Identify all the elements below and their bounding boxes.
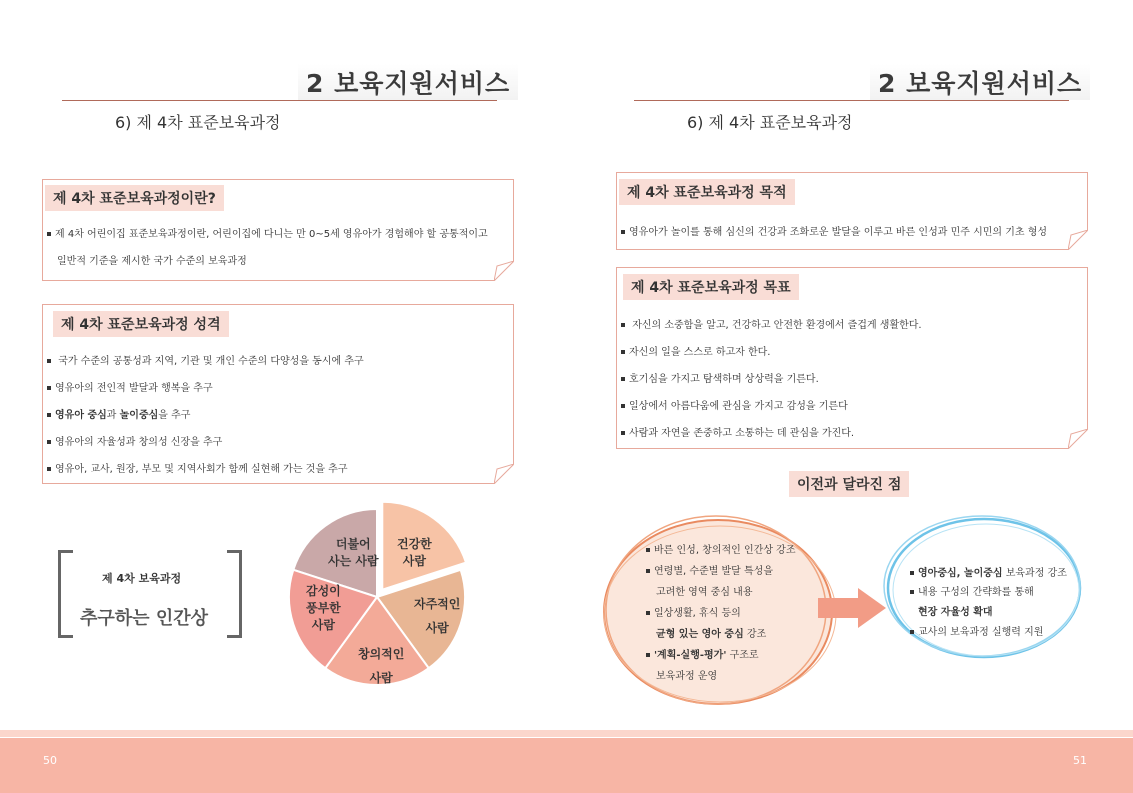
arrow-right-icon: [818, 588, 888, 628]
pie-label-creative: 창의적인 사람: [358, 647, 405, 685]
left-page-number: 50: [43, 754, 57, 767]
before-item-2: 연령별, 수준별 발달 특성을: [646, 561, 773, 582]
page-fold-corner: [494, 464, 514, 484]
right-subtitle: 6) 제 4차 표준보육과정: [687, 113, 853, 132]
after-item-1: 영아중심, 놀이중심 보육과정 강조: [910, 563, 1067, 584]
character-item-3: 영유아 중심과 놀이중심을 추구: [47, 406, 190, 421]
before-item-3: 일상생활, 휴식 등의: [646, 603, 741, 624]
goal-item-2: 자신의 일을 스스로 하고자 한다.: [621, 343, 770, 358]
definition-line-2: 일반적 기준을 제시한 국가 수준의 보육과정: [57, 256, 247, 267]
page-fold-corner: [1068, 429, 1088, 449]
ideal-label: 제 4차 보육과정: [102, 572, 182, 585]
after-item-2: 내용 구성의 간략화를 통해: [910, 582, 1034, 603]
before-item-4b: 보육과정 운영: [656, 671, 718, 682]
goal-item-4: 일상에서 아름다움에 관심을 가지고 감성을 기른다: [621, 397, 848, 412]
page-fold-corner: [1068, 230, 1088, 250]
pie-label-together: 더불어 사는 사람: [328, 537, 379, 568]
goal-item-1: 자신의 소중함을 알고, 건강하고 안전한 환경에서 즐겁게 생활한다.: [621, 316, 922, 331]
before-item-2b: 고려한 영역 중심 내용: [656, 587, 753, 598]
left-bracket: [58, 550, 73, 638]
character-item-1: 국가 수준의 공통성과 지역, 기관 및 개인 수준의 다양성을 동시에 추구: [47, 352, 364, 367]
left-header-rule: [62, 100, 497, 101]
goal-item-5: 사람과 자연을 존중하고 소통하는 데 관심을 가진다.: [621, 424, 854, 439]
left-subtitle: 6) 제 4차 표준보육과정: [115, 113, 281, 132]
diff-heading: 이전과 달라진 점: [789, 471, 909, 497]
goal-heading: 제 4차 표준보육과정 목표: [623, 274, 799, 300]
pie-label-independent: 자주적인 사람: [414, 597, 461, 635]
page-fold-corner: [494, 261, 514, 281]
after-item-2b: 현장 자율성 확대: [918, 607, 993, 618]
character-heading: 제 4차 표준보육과정 성격: [53, 311, 229, 337]
before-item-1: 바른 인성, 창의적인 인간상 강조: [646, 540, 795, 561]
character-item-4: 영유아의 자율성과 창의성 신장을 추구: [47, 433, 222, 448]
ideal-title: 추구하는 인간상: [80, 608, 208, 629]
footer-accent-line: [0, 730, 1133, 737]
purpose-line: 영유아가 놀이를 통해 심신의 건강과 조화로운 발달을 이루고 바른 인성과 민주 시민의 기초 형성: [621, 223, 1047, 238]
purpose-heading: 제 4차 표준보육과정 목적: [619, 179, 795, 205]
definition-heading: 제 4차 표준보육과정이란?: [45, 185, 224, 211]
goal-item-3: 호기심을 가지고 탐색하며 상상력을 기른다.: [621, 370, 819, 385]
before-item-4: '계획-실행-평가' 구조로: [646, 645, 759, 666]
right-bracket: [227, 550, 242, 638]
right-header-rule: [634, 100, 1069, 101]
before-item-3b: 균형 있는 영아 중심 강조: [656, 629, 767, 640]
character-item-2: 영유아의 전인적 발달과 행복을 추구: [47, 379, 213, 394]
left-chapter-title: 2 보육지원서비스: [298, 64, 518, 100]
right-chapter-title: 2 보육지원서비스: [870, 64, 1090, 100]
after-item-3: 교사의 보육과정 실행력 지원: [910, 622, 1043, 643]
character-item-5: 영유아, 교사, 원장, 부모 및 지역사회가 함께 실현해 가는 것을 추구: [47, 460, 347, 475]
right-page-number: 51: [1073, 754, 1087, 767]
footer-band: [0, 738, 1133, 793]
definition-line-1: 제 4차 어린이집 표준보육과정이란, 어린이집에 다니는 만 0~5세 영유아가 경험해야 할 공통적이고: [47, 225, 488, 240]
pie-label-emotional: 감성이 풍부한 사람: [306, 584, 341, 632]
pie-label-healthy: 건강한 사람: [397, 537, 432, 568]
